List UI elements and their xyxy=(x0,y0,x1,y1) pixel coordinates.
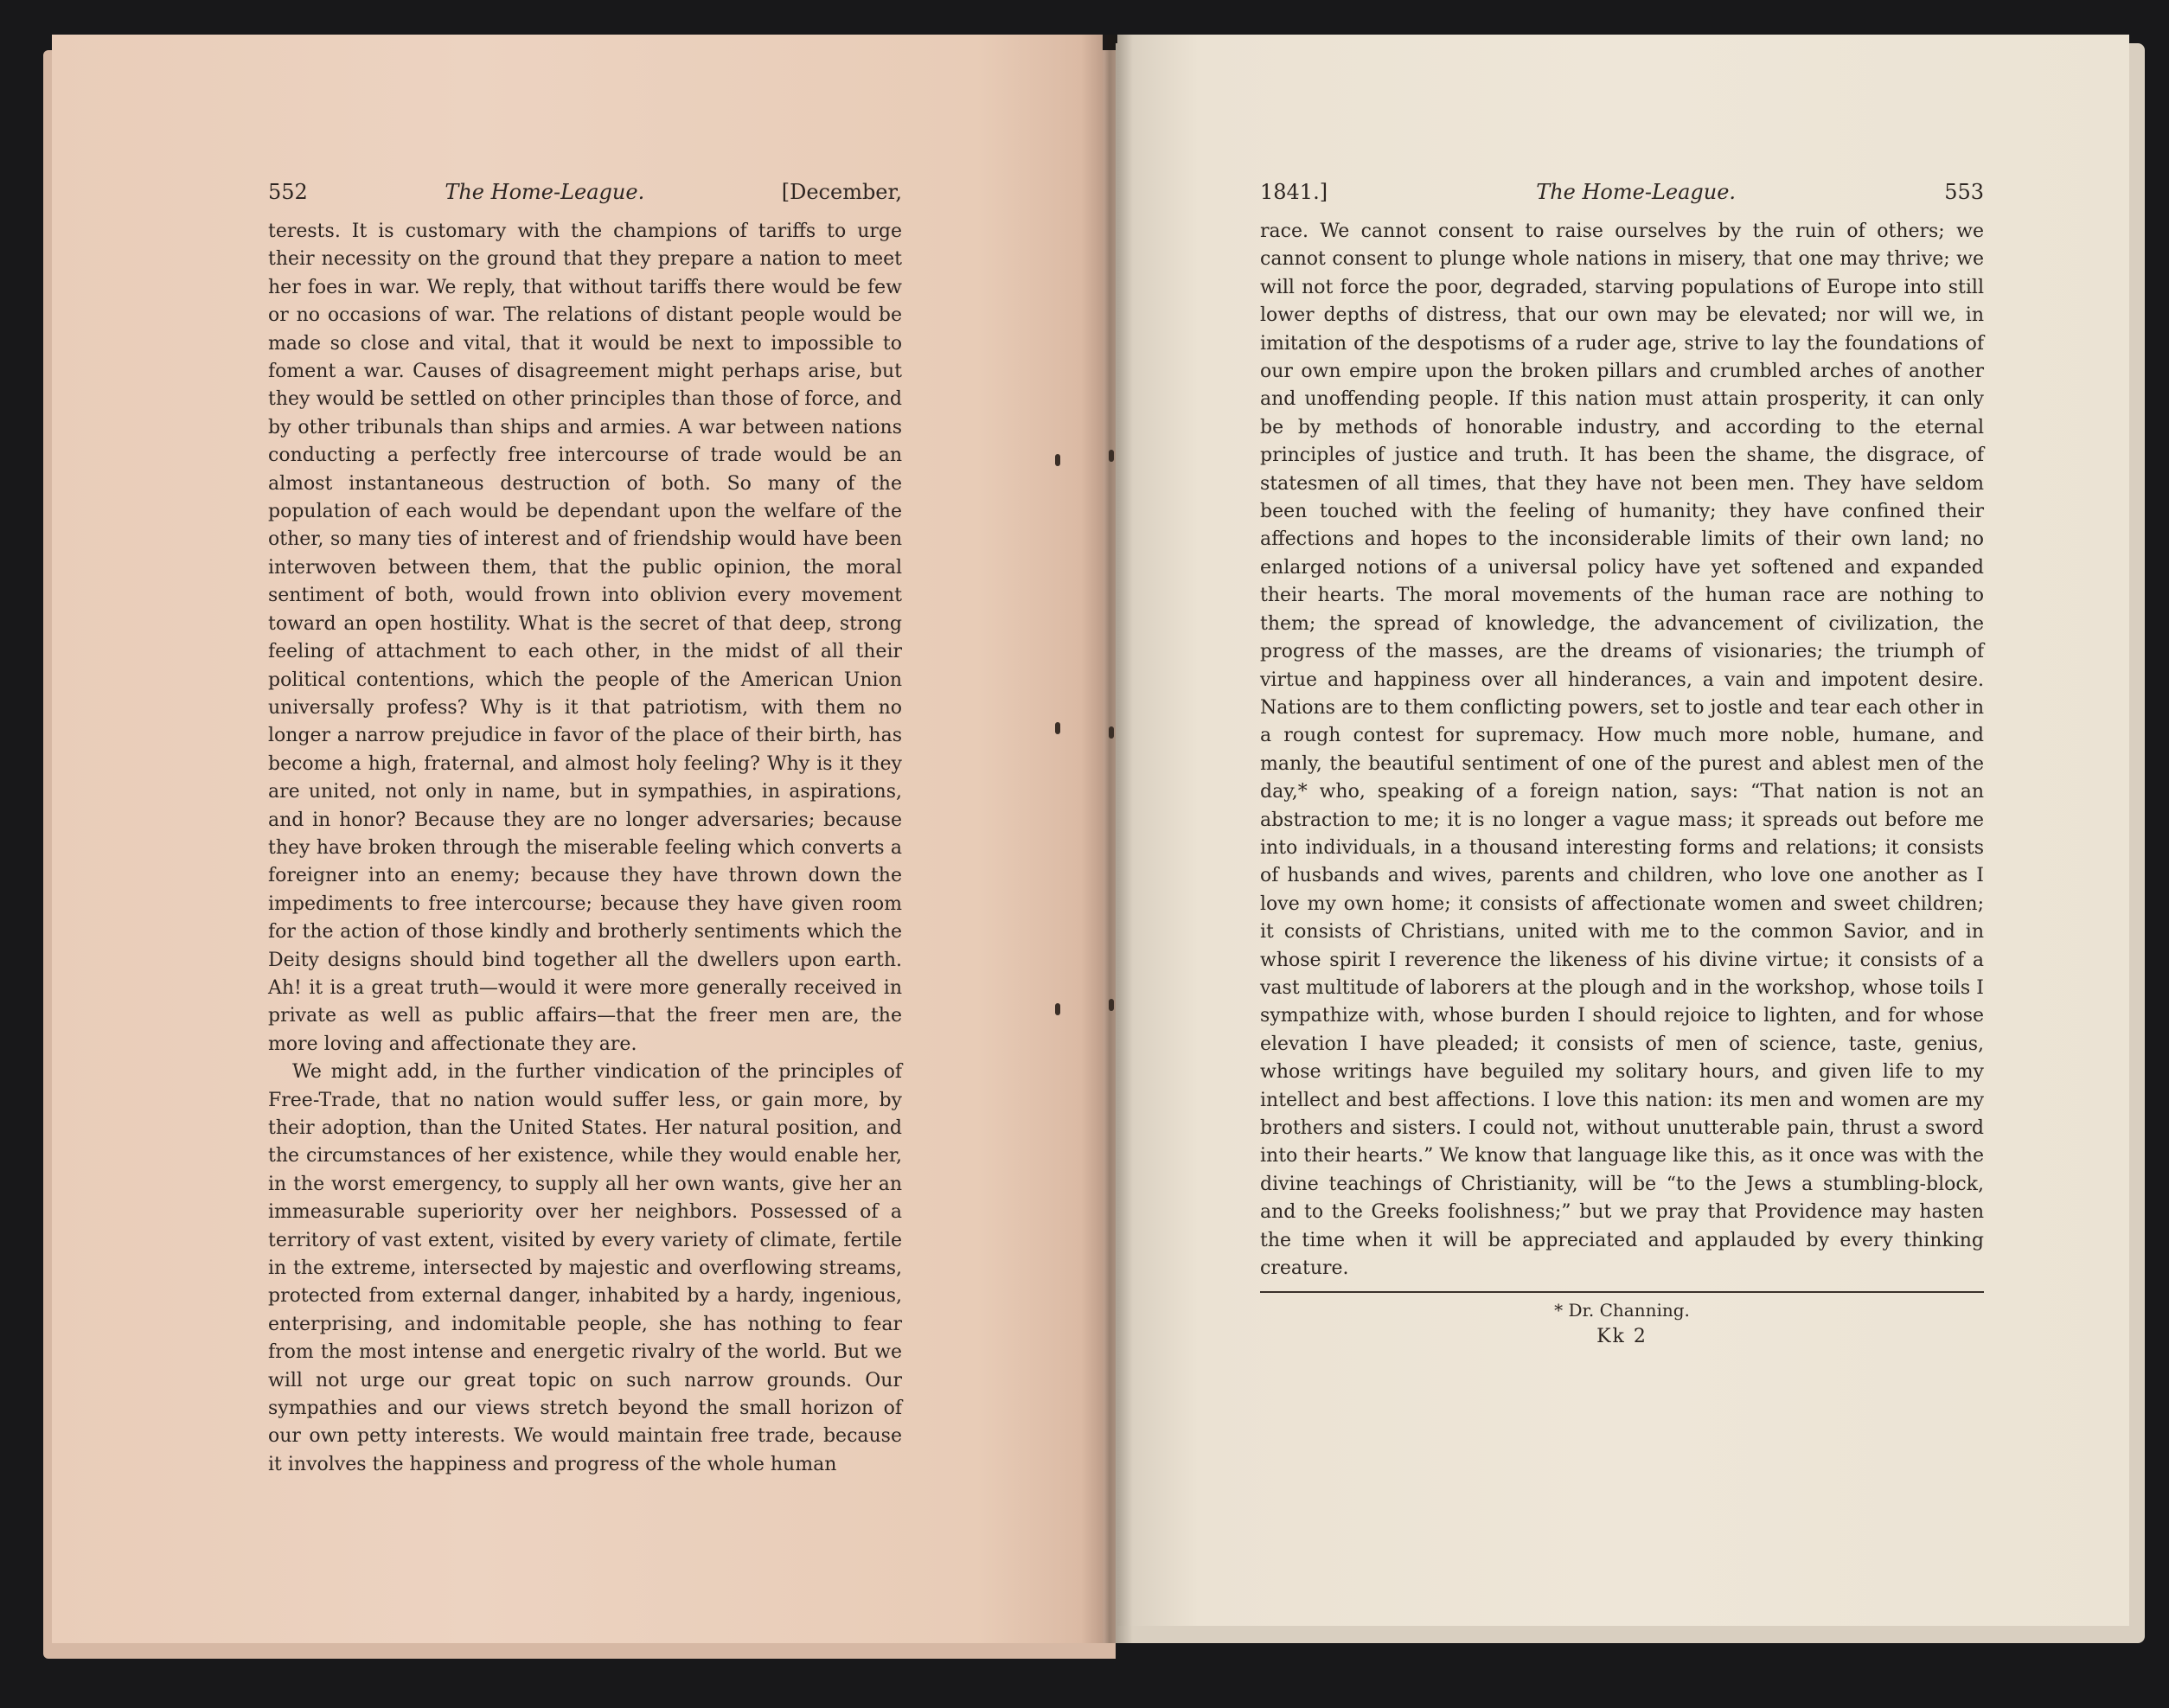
right-page-number: 553 xyxy=(1944,180,1984,204)
left-running-title: The Home-League. xyxy=(445,180,645,204)
left-paragraph-2: We might add, in the further vindication of the principles of Free-Trade, that no nation would suffer less, or gain more, by their adoption, than the United States. Her natural position, and the circumstances of her existence, while they would enable her, in the worst emergency, to supply all her own wants, give her an immeasurable superiority over her neighbors. Possessed of a territory of vast extent, visited by every variety of climate, fertile in the extreme, intersected by majestic and overflowing streams, protected from external danger, inhabited by a hardy, ingenious, enterprising, and indomitable people, she has nothing to fear from the most intense and energetic rivalry of the world. But we will not urge our great topic on such narrow grounds. Our sympathies and our views stretch beyond the small horizon of our own petty interests. We would maintain free trade, because it involves the happiness and progress of the whole human xyxy=(268,1061,902,1475)
open-book xyxy=(35,35,2145,1660)
left-body-text xyxy=(268,218,902,1479)
left-paragraph-1: terests. It is customary with the champions of tariffs to urge their necessity on the ground that they prepare a nation to meet her foes in war. We reply, that without tariffs there would be few or no occasions of war. The relations of distant people would be made so close and vital, that it would be next to impossible to foment a war. Causes of disagreement might perhaps arise, but they would be settled on other principles than those of force, and by other tribunals than ships and armies. A war between nations conducting a perfectly free intercourse of trade would be an almost instantaneous destruction of both. So many of the population of each would be dependant upon the welfare of the other, so many ties of interest and of friendship would have been interwoven between them, that the public opinion, the moral sentiment of both, would frown into oblivion every movement toward an open hostility. What is the secret of that deep, strong feeling of attachment to each other, in the midst of all their political contentions, which the people of the American Union universally profess? Why is it that patriotism, with them no longer a narrow prejudice in favor of the place of their birth, has become a high, fraternal, and almost holy feeling? Why is it they are united, not only in name, but in sympathies, in aspirations, and in honor? Because they are no longer adversaries; because they have broken through the miserable feeling which converts a foreigner into an enemy; because they have thrown down the impediments to free intercourse; because they have given room for the action of those kindly and brotherly sentiments which the Deity designs should bind together all the dwellers upon earth. Ah! it is a great truth—would it were more generally received in private as well as public affairs—that the freer men are, the more loving and affectionate they are. xyxy=(268,221,902,1055)
binding-stitch xyxy=(1109,726,1114,739)
binding-stitch xyxy=(1055,454,1060,466)
footnote-rule xyxy=(1260,1291,1984,1293)
right-running-title: The Home-League. xyxy=(1536,180,1737,204)
left-page-number: 552 xyxy=(268,180,308,204)
footnote: * Dr. Channing. xyxy=(1554,1300,1690,1321)
left-page xyxy=(52,35,1103,1643)
binding-stitch xyxy=(1055,1003,1060,1015)
binding-stitch xyxy=(1109,450,1114,462)
right-date-label: 1841.] xyxy=(1260,180,1328,204)
signature-mark: Kk 2 xyxy=(1596,1326,1648,1348)
right-running-head xyxy=(1260,180,1984,204)
right-body-text xyxy=(1260,218,1984,1283)
binding-stitch xyxy=(1055,722,1060,734)
binding-stitch xyxy=(1109,999,1114,1011)
left-running-head xyxy=(268,180,902,204)
right-paragraph-1: race. We cannot consent to raise ourselves by the ruin of others; we cannot consent to plunge whole nations in misery, that one may thrive; we will not force the poor, degraded, starving populations of Europe into still lower depths of distress, that our own may be elevated; nor will we, in imitation of the despotisms of a ruder age, strive to lay the foundations of our own empire upon the broken pillars and crumbled arches of another and unoffending people. If this nation must attain prosperity, it can only be by methods of honorable industry, and according to the eternal principles of justice and truth. It has been the shame, the disgrace, of statesmen of all times, that they have not been men. They have seldom been touched with the feeling of humanity; they have confined their affections and hopes to the inconsiderable limits of their own land; no enlarged notions of a universal policy have yet softened and expanded their hearts. The moral movements of the human race are nothing to them; the spread of knowledge, the advancement of civilization, the progress of the masses, are the dreams of visionaries; the triumph of virtue and happiness over all hinderances, a vain and impotent desire. Nations are to them conflicting powers, set to jostle and tear each other in a rough contest for supremacy. How much more noble, humane, and manly, the beautiful sentiment of one of the purest and ablest men of the day,* who, speaking of a foreign nation, says: “That nation is not an abstraction to me; it is no longer a vague mass; it spreads out before me into individuals, in a thousand interesting forms and relations; it consists of husbands and wives, parents and children, who love one another as I love my own home; it consists of affectionate women and sweet children; it consists of Christians, united with me to the common Savior, and in whose spirit I reverence the likeness of his divine virtue; it consists of a vast multitude of laborers at the plough and in the workshop, whose toils I sympathize with, whose burden I should rejoice to lighten, and for whose elevation I have pleaded; it consists of men of science, taste, genius, whose writings have beguiled my solitary hours, and given life to my intellect and best affections. I love this nation: its men and women are my brothers and sisters. I could not, without unutterable pain, thrust a sword into their hearts.” We know that language like this, as it once was with the divine teachings of Christianity, will be “to the Jews a stumbling-block, and to the Greeks foolishness;” but we pray that Providence may hasten the time when it will be appreciated and applauded by every thinking creature. xyxy=(1260,221,1984,1280)
right-page xyxy=(1117,35,2129,1626)
left-date-label: [December, xyxy=(781,180,902,204)
